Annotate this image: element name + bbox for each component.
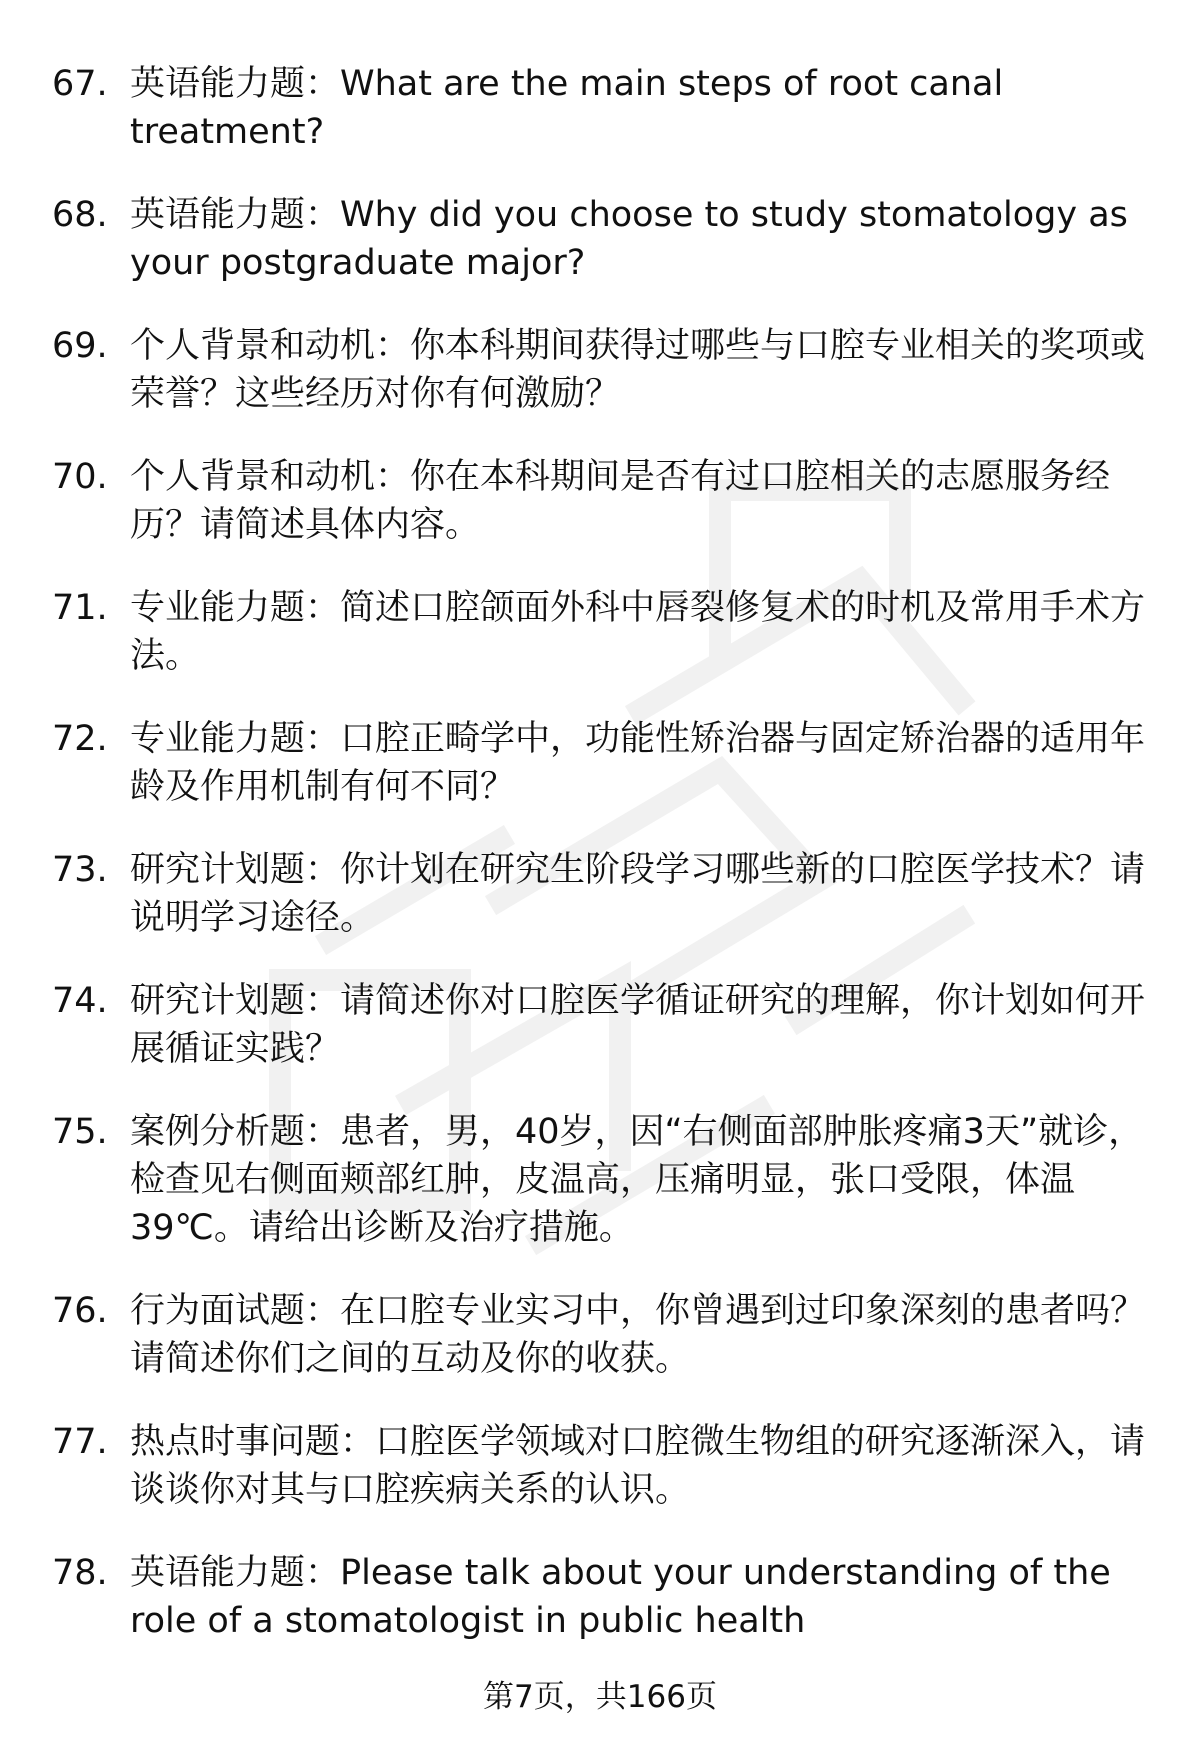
question-number: 75. bbox=[52, 1112, 108, 1152]
question-item bbox=[52, 1287, 1152, 1383]
question-text: 英语能力题：What are the main steps of root canal treatment? bbox=[130, 64, 1004, 152]
question-list bbox=[52, 60, 1152, 1645]
question-number: 78. bbox=[52, 1553, 108, 1593]
question-text: 案例分析题：患者，男，40岁，因“右侧面部肿胀疼痛3天”就诊，检查见右侧面颊部红肿，皮温高，压痛明显，张口受限，体温39℃。请给出诊断及治疗措施。 bbox=[130, 1112, 1144, 1248]
question-item bbox=[52, 846, 1152, 942]
question-number: 67. bbox=[52, 64, 108, 104]
question-number: 74. bbox=[52, 981, 108, 1021]
question-item bbox=[52, 715, 1152, 811]
question-text: 研究计划题：请简述你对口腔医学循证研究的理解，你计划如何开展循证实践？ bbox=[130, 981, 1146, 1069]
question-number: 73. bbox=[52, 850, 108, 890]
question-number: 68. bbox=[52, 195, 108, 235]
question-number: 77. bbox=[52, 1422, 108, 1462]
page-number-footer: 第7页，共166页 bbox=[483, 1679, 717, 1715]
question-item bbox=[52, 191, 1152, 287]
question-text: 专业能力题：口腔正畸学中，功能性矫治器与固定矫治器的适用年龄及作用机制有何不同？ bbox=[130, 719, 1146, 807]
question-text: 专业能力题：简述口腔颌面外科中唇裂修复术的时机及常用手术方法。 bbox=[130, 588, 1146, 676]
question-text: 英语能力题：Why did you choose to study stomatology as your postgraduate major? bbox=[130, 195, 1128, 283]
question-number: 72. bbox=[52, 719, 108, 759]
question-text: 热点时事问题：口腔医学领域对口腔微生物组的研究逐渐深入，请谈谈你对其与口腔疾病关系的认识。 bbox=[130, 1422, 1146, 1510]
question-text: 英语能力题：Please talk about your understanding of the role of a stomatologist in public health bbox=[130, 1553, 1111, 1641]
question-number: 69. bbox=[52, 326, 108, 366]
question-item bbox=[52, 584, 1152, 680]
question-number: 71. bbox=[52, 588, 108, 628]
question-item bbox=[52, 60, 1152, 156]
question-item bbox=[52, 322, 1152, 418]
question-text: 个人背景和动机：你在本科期间是否有过口腔相关的志愿服务经历？请简述具体内容。 bbox=[130, 457, 1111, 545]
question-item bbox=[52, 453, 1152, 549]
question-item bbox=[52, 1549, 1152, 1645]
question-item bbox=[52, 1108, 1152, 1252]
question-text: 个人背景和动机：你本科期间获得过哪些与口腔专业相关的奖项或荣誉？这些经历对你有何激励？ bbox=[130, 326, 1146, 414]
question-item bbox=[52, 977, 1152, 1073]
question-number: 70. bbox=[52, 457, 108, 497]
question-text: 行为面试题：在口腔专业实习中，你曾遇到过印象深刻的患者吗？请简述你们之间的互动及你的收获。 bbox=[130, 1291, 1146, 1379]
question-text: 研究计划题：你计划在研究生阶段学习哪些新的口腔医学技术？请说明学习途径。 bbox=[130, 850, 1146, 938]
question-item bbox=[52, 1418, 1152, 1514]
question-number: 76. bbox=[52, 1291, 108, 1331]
